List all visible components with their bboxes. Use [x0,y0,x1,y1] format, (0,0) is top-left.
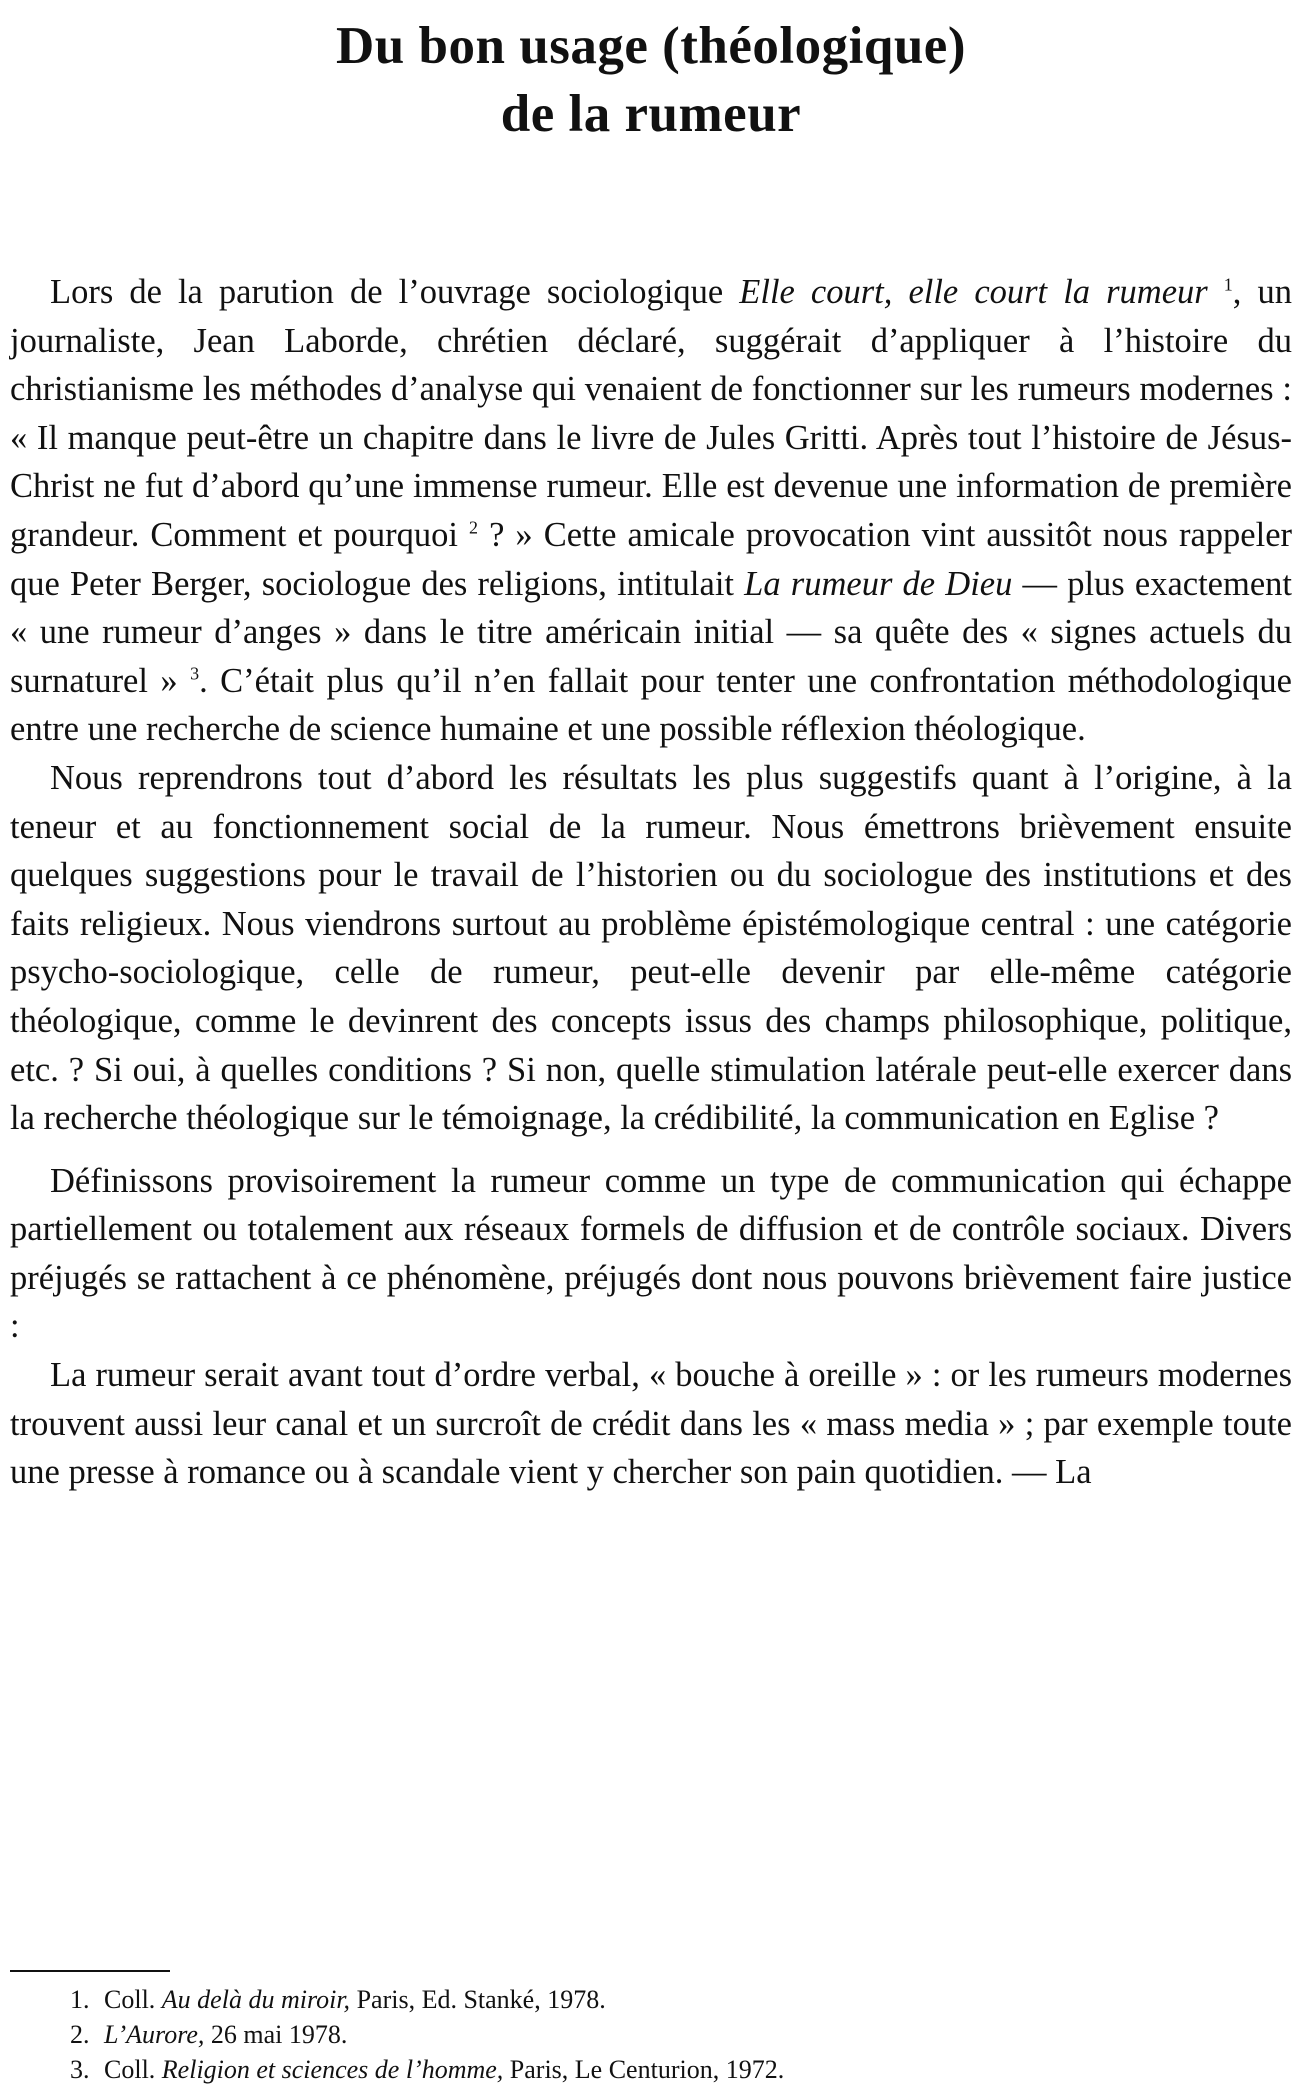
paragraph-2: Nous reprendrons tout d’abord les résultats les plus suggestifs quant à l’origine, à la teneur et au fonctionnement social de la rumeur. Nous émettrons brièvement ensuite quelques suggestions pour le travail de l’historien ou du sociologue des institutions et des faits religieux. Nous viendrons surtout au problème épistémologique central : une catégorie psycho-sociologique, celle de rumeur, peut-elle devenir par elle-même catégorie théologique, comme le devinrent des concepts issus des champs philosophique, politique, etc. ? Si oui, à quelles conditions ? Si non, quelle stimulation latérale peut-elle exercer dans la recherche théologique sur le témoignage, la crédibilité, la communication en Eglise ? [10,758,1292,1138]
footnote-text: 26 mai 1978. [204,2020,348,2049]
footnote-1 [10,1982,1292,2017]
article-title [10,10,1292,148]
paragraph-4: La rumeur serait avant tout d’ordre verbal, « bouche à oreille » : or les rumeurs modernes trouvent aussi leur canal et un surcroît de crédit dans les « mass media » ; par exemple toute une presse à romance ou à scandale vient y chercher son pain quotidien. — La [10,1356,1292,1492]
article-body [10,268,1292,1497]
footnote-3 [10,2052,1292,2087]
paragraph-1-text-a: Lors de la parution de l’ouvrage sociologique [50,273,740,311]
title-line-1: Du bon usage (théologique) [336,17,966,75]
footnote-ref-2: 2 [469,517,479,538]
footnote-ref-1: 1 [1223,274,1233,295]
paragraph-1-text-c: ? » Cette amicale provocation vint aussitôt nous rappeler que Peter Berger, sociologue des religions, intitulait [10,515,1293,603]
title-line-2: de la rumeur [500,85,802,143]
footnote-source-title: L’Aurore, [104,2020,205,2049]
footnote-text: Coll. [104,2055,162,2084]
book-title-elle-court: Elle court, elle court la rumeur [739,273,1208,311]
footnote-number: 1. [70,1985,90,2014]
footnote-number: 2. [70,2020,90,2049]
footnote-2 [10,2017,1292,2052]
footnote-text: Coll. [104,1985,162,2014]
footnote-number: 3. [70,2055,90,2084]
footnotes [10,1970,1292,2087]
paragraph-1-text-b: , un journaliste, Jean Laborde, chrétien déclaré, suggérait d’appliquer à l’histoire du christianisme les méthodes d’analyse qui venaient de fonctionner sur les rumeurs modernes : « Il manque peut-être un chapitre dans le livre de Jules Gritti. Après tout l’histoire de Jésus-Christ ne fut d’abord qu’une immense rumeur. Elle est devenue une information de première grandeur. Comment et pourquoi [10,273,1292,554]
paragraph-1 [10,268,1292,754]
footnote-rule [10,1970,170,1972]
paragraph-1-text-d: — plus exactement « une rumeur d’anges » dans le titre américain initial — sa quête des « signes actuels du surnaturel » [10,564,1292,700]
book-title-rumeur-de-dieu: La rumeur de Dieu [744,564,1013,603]
footnote-source-title: Au delà du miroir, [161,1985,351,2014]
footnote-source-title: Religion et sciences de l’homme, [161,2055,504,2084]
paragraph-1-text-e: . C’était plus qu’il n’en fallait pour tenter une confrontation méthodologique entre une recherche de science humaine et une possible réflexion théologique. [10,661,1292,749]
document-page [10,10,1292,2090]
paragraph-3: Définissons provisoirement la rumeur comme un type de communication qui échappe partiellement ou totalement aux réseaux formels de diffusion et de contrôle sociaux. Divers préjugés se rattachent à ce phénomène, préjugés dont nous pouvons brièvement faire justice : [10,1161,1292,1346]
footnote-text: Paris, Ed. Stanké, 1978. [350,1985,606,2014]
footnote-ref-3: 3 [190,663,200,684]
footnote-text: Paris, Le Centurion, 1972. [503,2055,785,2084]
